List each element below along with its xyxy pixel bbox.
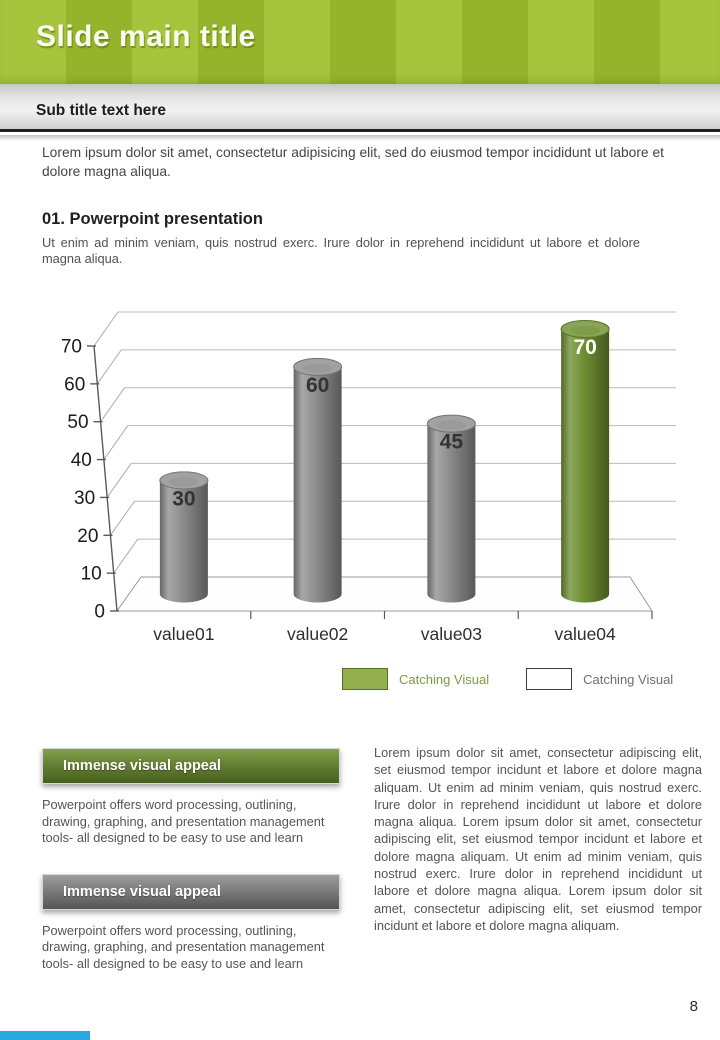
legend-label-1: Catching Visual xyxy=(399,671,490,687)
callout-body-2: Powerpoint offers word processing, outlining, drawing, graphing, and presentation management tools- all designed to be easy to use and learn xyxy=(42,922,325,971)
svg-text:40: 40 xyxy=(70,450,92,472)
section-paragraph: Ut enim ad minim veniam, quis nostrud exerc. Irure dolor in reprehend incididunt ut labore et dolore magna aliqua. xyxy=(42,235,640,266)
slide-subtitle: Sub title text here xyxy=(36,102,167,119)
svg-text:0: 0 xyxy=(94,601,105,623)
subtitle-bar-shadow xyxy=(0,135,720,141)
svg-text:30: 30 xyxy=(74,487,96,509)
svg-text:30: 30 xyxy=(172,487,196,511)
legend-swatch-white xyxy=(526,668,572,690)
svg-text:10: 10 xyxy=(80,563,102,585)
svg-text:value03: value03 xyxy=(420,624,483,644)
svg-text:60: 60 xyxy=(305,373,330,397)
legend-label-2: Catching Visual xyxy=(583,671,674,687)
bottom-accent-bar xyxy=(0,1031,90,1040)
svg-text:70: 70 xyxy=(60,336,82,358)
chart-canvas xyxy=(40,290,700,650)
slide-title: Slide main title xyxy=(36,20,256,53)
svg-text:70: 70 xyxy=(573,336,597,359)
legend-swatch-green xyxy=(342,668,388,690)
callout-header-green: Immense visual appeal xyxy=(42,748,340,784)
cylinder-bar-chart xyxy=(40,290,700,650)
body-paragraph-right: Lorem ipsum dolor sit amet, consectetur adipiscing elit, set eiusmod tempor incidunt et labore et dolore magna aliquam. Ut enim ad minim veniam, quis nostrud exerc. Irure dolor in reprehend incididunt ut labore et dolore magna aliqua. Lorem ipsum dolor sit amet, consectetur adipiscing elit, set eiusmod tempor incidunt et labore et dolore magna aliquam. Ut enim ad minim veniam, quis nostrud exerc. Irure dolor in reprehend incididunt ut labore et dolore magna aliqua. Lorem ipsum dolor sit amet, consectetur adipiscing elit, set eiusmod tempor incidunt et labore et dolore magna aliquam. xyxy=(374,745,702,933)
subtitle-bar xyxy=(0,84,720,132)
section-heading: 01. Powerpoint presentation xyxy=(42,210,263,228)
callout-header-gray: Immense visual appeal xyxy=(42,874,340,910)
svg-text:value04: value04 xyxy=(554,624,616,644)
callout-body-1: Powerpoint offers word processing, outlining, drawing, graphing, and presentation management tools- all designed to be easy to use and learn xyxy=(42,797,325,845)
svg-text:50: 50 xyxy=(67,412,89,434)
page-number: 8 xyxy=(689,998,698,1015)
callout-column xyxy=(42,748,342,999)
svg-text:45: 45 xyxy=(439,430,464,454)
svg-text:60: 60 xyxy=(64,374,86,396)
chart-legend xyxy=(342,667,673,691)
intro-paragraph: Lorem ipsum dolor sit amet, consectetur adipisicing elit, sed do eiusmod tempor incididunt ut labore et dolore magna aliqua. xyxy=(42,145,664,179)
svg-text:20: 20 xyxy=(77,525,99,547)
svg-text:value02: value02 xyxy=(286,624,349,644)
slide-header xyxy=(0,0,720,84)
svg-text:value01: value01 xyxy=(153,624,215,644)
